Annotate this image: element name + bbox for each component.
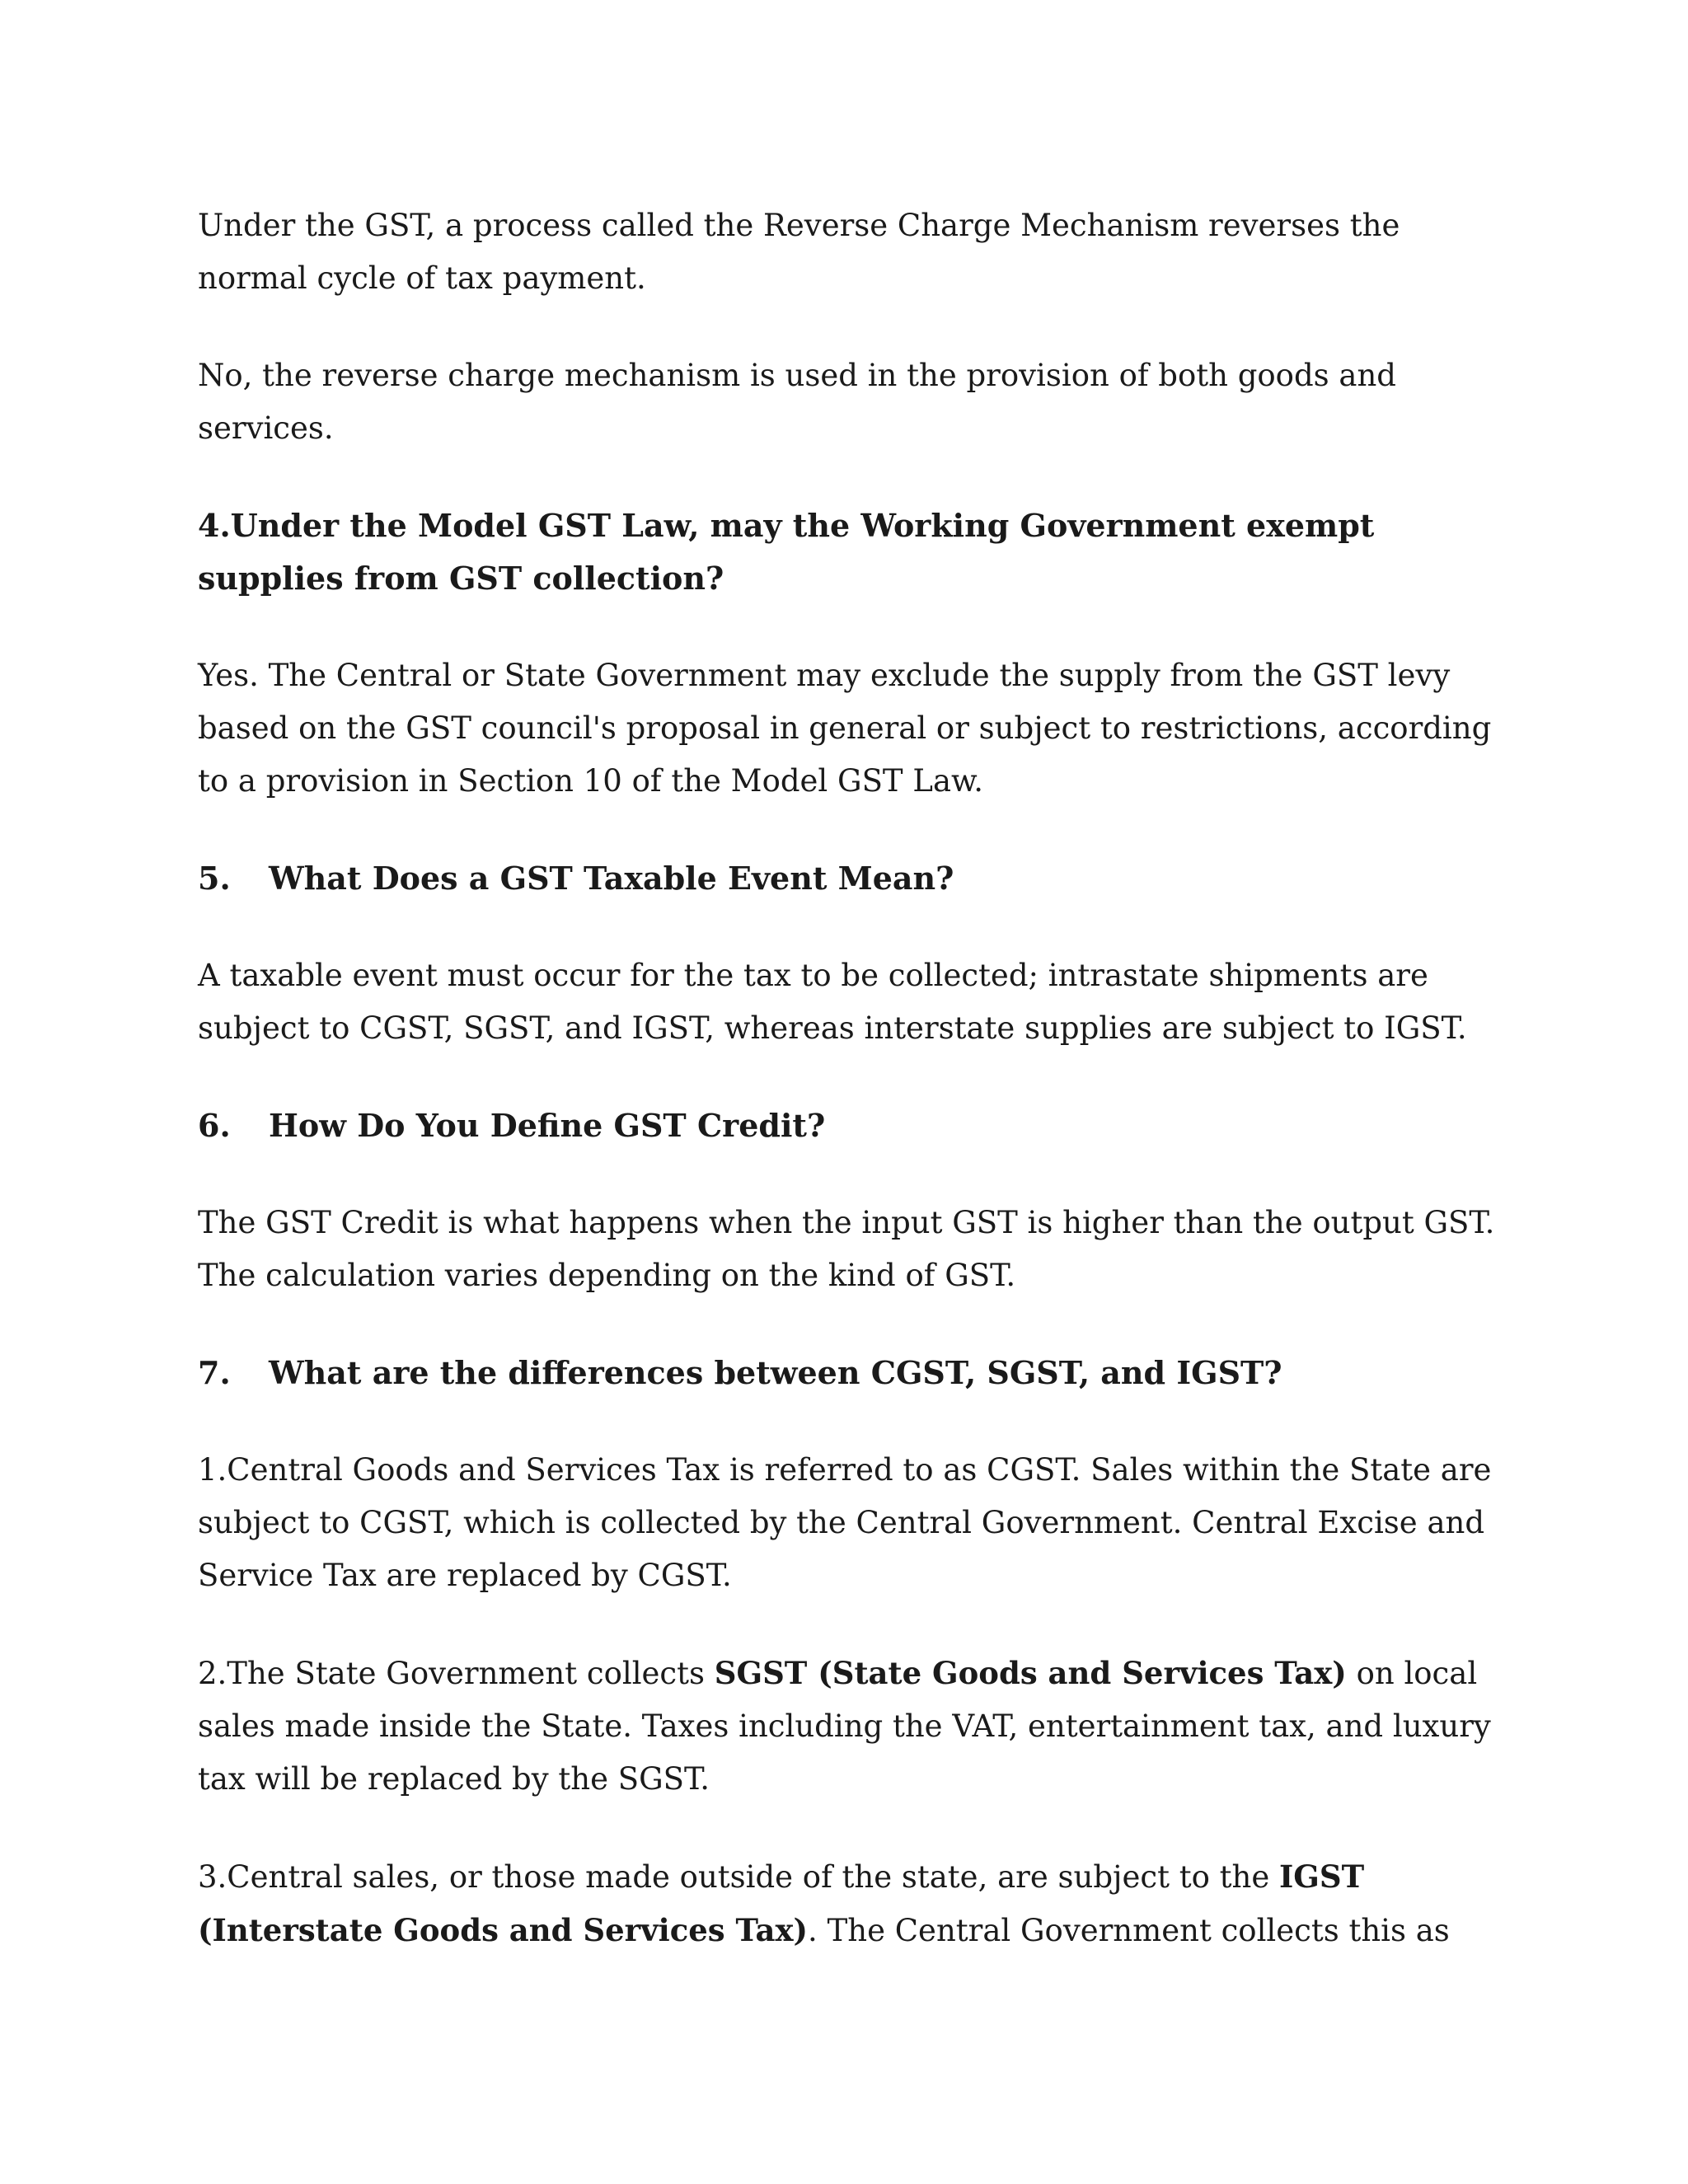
question-6-number: 6. [198, 1107, 231, 1144]
question-7-number: 7. [198, 1354, 231, 1391]
question-6-heading [198, 1099, 1500, 1152]
answer-4-paragraph: Yes. The Central or State Government may exclude the supply from the GST levy based on the GST council's proposal in general or subject to restrictions, according to a provision in Section 10 of the Model GST Law. [198, 658, 1492, 799]
question-7-text: What are the differences between CGST, SGST, and IGST? [269, 1354, 1282, 1391]
sgst-text-end: on local sales made inside the State. Taxes including the VAT, entertainment tax, and luxury tax will be replaced by the SGST. [198, 1656, 1491, 1797]
question-4-heading: 4.Under the Model GST Law, may the Working Government exempt supplies from GST collection? [198, 507, 1375, 597]
answer-7-cgst-paragraph: 1.Central Goods and Services Tax is referred to as CGST. Sales within the State are subject to CGST, which is collected by the Central Government. Central Excise and Service Tax are replaced by CGST. [198, 1452, 1492, 1593]
question-5-number: 5. [198, 860, 231, 897]
answer-7-sgst-paragraph [198, 1647, 1500, 1806]
document-page [198, 199, 1500, 2002]
igst-text-end: . The Central Government collects this as [808, 1913, 1450, 1948]
igst-bold-term: IGST (Interstate Goods and Services Tax) [198, 1858, 1365, 1948]
question-7-heading [198, 1347, 1500, 1399]
sgst-text-start: 2.The State Government collects [198, 1656, 715, 1691]
answer-6-paragraph: The GST Credit is what happens when the input GST is higher than the output GST. The calculation varies depending on the kind of GST. [198, 1205, 1495, 1293]
sgst-bold-term: SGST (State Goods and Services Tax) [714, 1655, 1347, 1691]
paragraph-reverse-charge-definition: Under the GST, a process called the Reverse Charge Mechanism reverses the normal cycle of tax payment. [198, 208, 1400, 296]
igst-text-start: 3.Central sales, or those made outside of the state, are subject to the [198, 1859, 1279, 1895]
paragraph-reverse-charge-scope: No, the reverse charge mechanism is used in the provision of both goods and services. [198, 358, 1396, 446]
question-5-text: What Does a GST Taxable Event Mean? [269, 860, 954, 897]
question-5-heading [198, 852, 1500, 905]
question-6-text: How Do You Define GST Credit? [269, 1107, 826, 1144]
answer-5-paragraph: A taxable event must occur for the tax to be collected; intrastate shipments are subject to CGST, SGST, and IGST, whereas interstate supplies are subject to IGST. [198, 958, 1467, 1046]
answer-7-igst-paragraph [198, 1850, 1500, 1957]
